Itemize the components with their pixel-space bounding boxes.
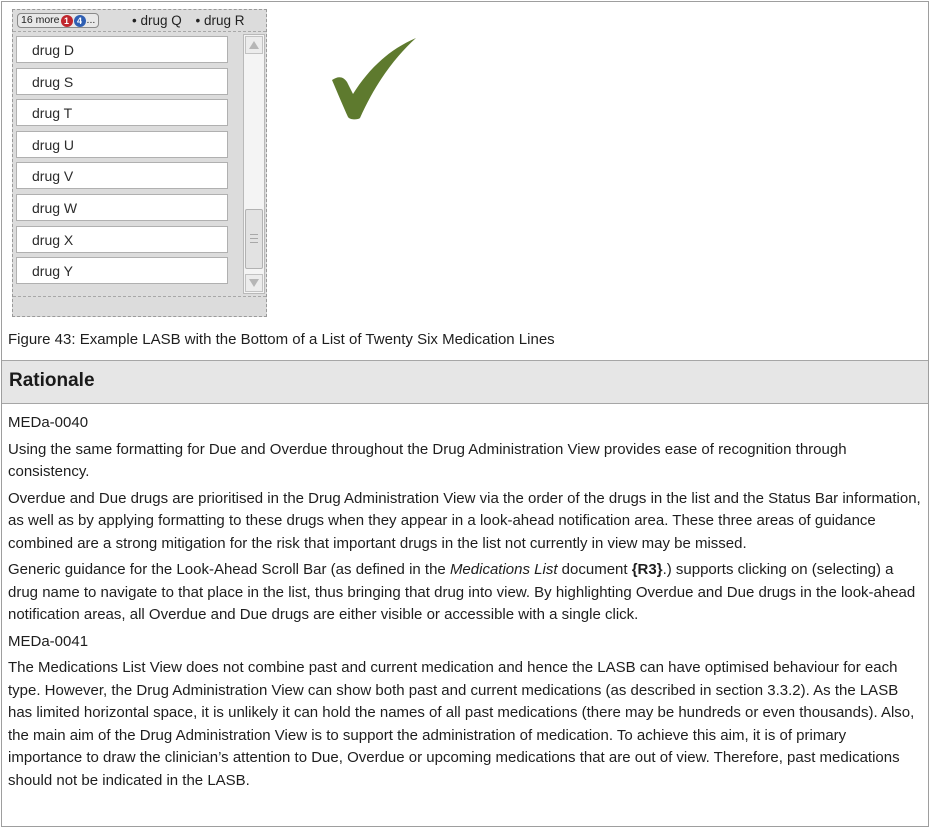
checkmark-icon [330, 36, 420, 122]
medication-row[interactable]: drug U [16, 131, 228, 158]
medication-row[interactable]: drug S [16, 68, 228, 95]
medication-row[interactable]: drug D [16, 36, 228, 63]
grip-line [250, 238, 258, 239]
rationale-header [2, 360, 928, 404]
look-ahead-item-label: drug Q [140, 13, 182, 28]
paragraph: Using the same formatting for Due and Overdue throughout the Drug Administration View provides ease of recognition through consistency. [8, 440, 847, 480]
medication-row[interactable]: drug Y [16, 257, 228, 284]
text-span: Generic guidance for the Look-Ahead Scroll Bar (as defined in the [8, 561, 450, 578]
vertical-scrollbar[interactable] [243, 34, 265, 294]
more-label: 16 more [21, 14, 60, 26]
medication-row[interactable]: drug W [16, 194, 228, 221]
rationale-title: Rationale [9, 370, 95, 391]
look-ahead-top-area [13, 10, 266, 32]
look-ahead-bottom-area [13, 296, 266, 316]
paragraph: The Medications List View does not combine past and current medication and hence the LASB can have optimised behaviour for each type. However, the Drug Administration View can show both past and current medications (as described in section 3.3.2). As the LASB has limited horizontal space, it is unlikely it can hold the names of all past medications (there may be hundreds or even thousands). Also, the main aim of the Drug Administration View is to support the administration of medication. To achieve this aim, it is of primary importance to draw the clinician’s attention to Due, Overdue or upcoming medications that are out of view. Therefore, past medications should not be indicated in the LASB. [8, 659, 915, 789]
medication-row[interactable]: drug X [16, 226, 228, 253]
scroll-up-button[interactable] [245, 36, 263, 54]
document-name: Medications List [449, 561, 558, 578]
medication-list [16, 36, 230, 292]
text-span: document [557, 561, 632, 578]
due-count-badge: 4 [74, 15, 86, 27]
overdue-count-badge: 1 [61, 15, 73, 27]
arrow-down-icon [249, 279, 259, 287]
look-ahead-item-label: drug R [204, 13, 245, 28]
text-span: .) supports clicking on (selecting) a drug name to navigate to that place in the list, thus bringing that drug into view. By highlighting Overdue and Due drugs in the look-ahead notification areas, all Overdue and Due drugs are either visible or accessible with a single click. [8, 561, 916, 623]
requirement-id: MEDa-0040 [8, 414, 89, 431]
rationale-body [8, 412, 924, 796]
arrow-up-icon [249, 41, 259, 49]
look-ahead-item[interactable]: • drug R [195, 13, 245, 28]
reference-link: {R3} [631, 561, 663, 578]
more-ellipsis: ... [86, 14, 96, 26]
paragraph [8, 559, 924, 627]
medication-row[interactable]: drug T [16, 99, 228, 126]
look-ahead-scroll-bar [12, 9, 267, 317]
requirement-id: MEDa-0041 [8, 632, 89, 650]
look-ahead-item[interactable]: • drug Q [132, 13, 182, 28]
medication-row[interactable]: drug V [16, 162, 228, 189]
scroll-thumb[interactable] [245, 209, 263, 269]
scroll-down-button[interactable] [245, 274, 263, 292]
grip-line [250, 242, 258, 243]
figure-caption: Figure 43: Example LASB with the Bottom of a List of Twenty Six Medication Lines [8, 331, 555, 348]
grip-line [250, 234, 258, 235]
paragraph: Overdue and Due drugs are prioritised in the Drug Administration View via the order of the drugs in the list and the Status Bar information, as well as by applying formatting to these drugs when they appear in a look-ahead notification area. These three areas of guidance combined are a strong mitigation for the risk that important drugs in the list not currently in view may be missed. [8, 489, 921, 552]
look-ahead-items [132, 10, 255, 32]
more-items-chip[interactable] [17, 13, 99, 28]
